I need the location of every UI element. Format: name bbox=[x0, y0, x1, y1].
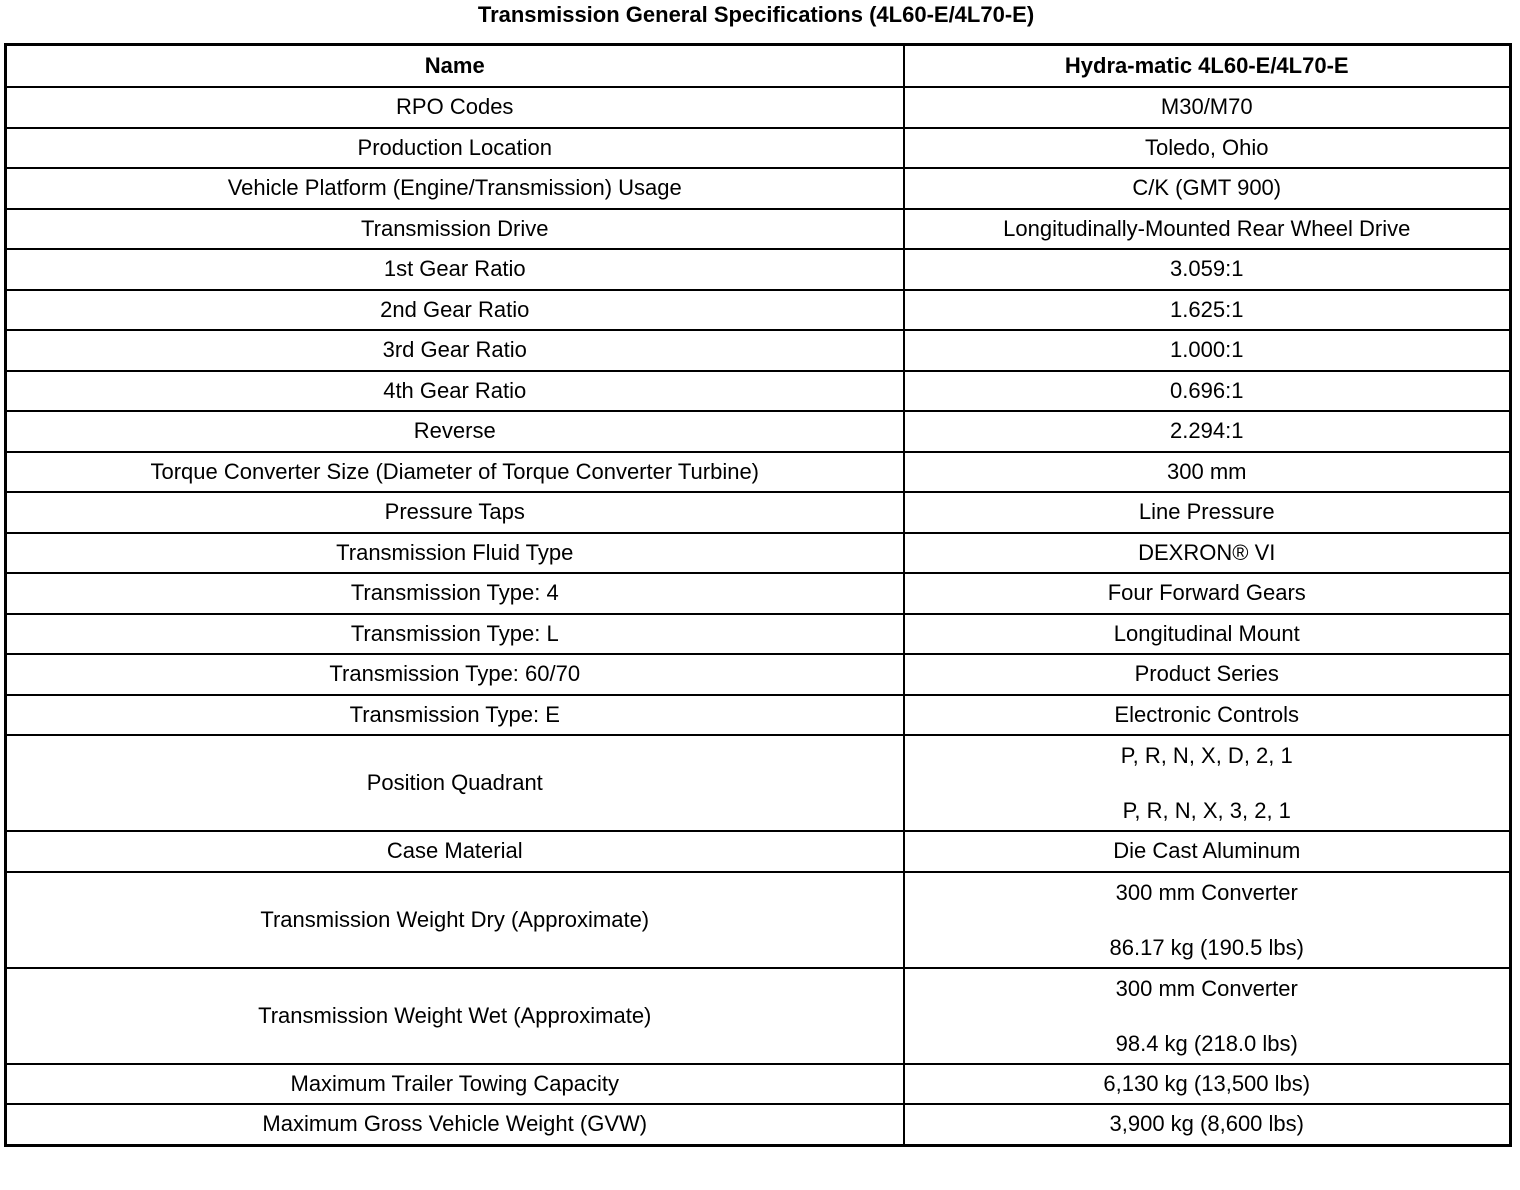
spec-name-cell: Transmission Type: L bbox=[6, 614, 904, 655]
table-row bbox=[6, 872, 1511, 968]
spec-value-cell: C/K (GMT 900) bbox=[904, 168, 1511, 209]
spec-value-line: 300 mm Converter bbox=[1115, 975, 1298, 1001]
column-header-value: Hydra-matic 4L60-E/4L70-E bbox=[904, 45, 1511, 88]
table-row bbox=[6, 249, 1511, 290]
spec-name-cell: Maximum Gross Vehicle Weight (GVW) bbox=[6, 1104, 904, 1145]
table-row bbox=[6, 735, 1511, 831]
spec-name-cell: RPO Codes bbox=[6, 87, 904, 128]
spec-name-cell: Maximum Trailer Towing Capacity bbox=[6, 1064, 904, 1105]
spec-name-cell: 4th Gear Ratio bbox=[6, 371, 904, 412]
spec-name-cell: 2nd Gear Ratio bbox=[6, 290, 904, 331]
spec-name-cell: 1st Gear Ratio bbox=[6, 249, 904, 290]
spec-value-cell: Longitudinally-Mounted Rear Wheel Drive bbox=[904, 209, 1511, 250]
table-row bbox=[6, 87, 1511, 128]
table-row bbox=[6, 1064, 1511, 1105]
spec-value-cell: 3,900 kg (8,600 lbs) bbox=[904, 1104, 1511, 1145]
table-row bbox=[6, 831, 1511, 872]
spec-value-cell bbox=[904, 872, 1511, 968]
table-row bbox=[6, 290, 1511, 331]
spec-name-cell: Transmission Drive bbox=[6, 209, 904, 250]
table-row bbox=[6, 654, 1511, 695]
table-row bbox=[6, 573, 1511, 614]
spec-value-line: 98.4 kg (218.0 lbs) bbox=[1115, 1030, 1298, 1056]
spec-value-cell: DEXRON® VI bbox=[904, 533, 1511, 574]
spec-value-cell: Four Forward Gears bbox=[904, 573, 1511, 614]
spec-value-cell: 0.696:1 bbox=[904, 371, 1511, 412]
spec-value-cell: 300 mm bbox=[904, 452, 1511, 493]
spec-value-cell: Toledo, Ohio bbox=[904, 128, 1511, 169]
spec-value-cell: 1.000:1 bbox=[904, 330, 1511, 371]
spec-name-cell: Transmission Type: 4 bbox=[6, 573, 904, 614]
table-row bbox=[6, 371, 1511, 412]
table-row bbox=[6, 492, 1511, 533]
spec-value-cell: Longitudinal Mount bbox=[904, 614, 1511, 655]
spec-name-cell: Case Material bbox=[6, 831, 904, 872]
spec-value-cell bbox=[904, 735, 1511, 831]
table-row bbox=[6, 128, 1511, 169]
spec-name-cell: Torque Converter Size (Diameter of Torque Converter Turbine) bbox=[6, 452, 904, 493]
spec-value-cell: Electronic Controls bbox=[904, 695, 1511, 736]
table-row bbox=[6, 411, 1511, 452]
spec-value-cell bbox=[904, 968, 1511, 1064]
table-row bbox=[6, 968, 1511, 1064]
spec-table bbox=[4, 43, 1512, 1147]
spec-name-cell: 3rd Gear Ratio bbox=[6, 330, 904, 371]
spec-value-cell: 2.294:1 bbox=[904, 411, 1511, 452]
table-row bbox=[6, 330, 1511, 371]
spec-name-cell: Transmission Type: 60/70 bbox=[6, 654, 904, 695]
spec-name-cell: Pressure Taps bbox=[6, 492, 904, 533]
spec-name-cell: Transmission Fluid Type bbox=[6, 533, 904, 574]
spec-name-cell: Transmission Weight Wet (Approximate) bbox=[6, 968, 904, 1064]
table-body bbox=[6, 87, 1511, 1145]
spec-name-cell: Production Location bbox=[6, 128, 904, 169]
table-row bbox=[6, 695, 1511, 736]
column-header-name: Name bbox=[6, 45, 904, 88]
spec-name-cell: Transmission Weight Dry (Approximate) bbox=[6, 872, 904, 968]
spec-value-cell: 3.059:1 bbox=[904, 249, 1511, 290]
page-title: Transmission General Specifications (4L60-E/4L70-E) bbox=[477, 2, 1035, 27]
table-header-row bbox=[6, 45, 1511, 88]
spec-name-cell: Vehicle Platform (Engine/Transmission) Usage bbox=[6, 168, 904, 209]
spec-value-cell: 1.625:1 bbox=[904, 290, 1511, 331]
spec-value-line: 300 mm Converter bbox=[1115, 879, 1298, 905]
spec-name-cell: Position Quadrant bbox=[6, 735, 904, 831]
table-row bbox=[6, 209, 1511, 250]
table-row bbox=[6, 614, 1511, 655]
spec-value-cell: Line Pressure bbox=[904, 492, 1511, 533]
spec-name-cell: Reverse bbox=[6, 411, 904, 452]
table-row bbox=[6, 1104, 1511, 1145]
spec-value-line: 86.17 kg (190.5 lbs) bbox=[1109, 934, 1304, 960]
spec-value-line: P, R, N, X, D, 2, 1 bbox=[1120, 743, 1293, 768]
spec-value-cell: Die Cast Aluminum bbox=[904, 831, 1511, 872]
spec-name-cell: Transmission Type: E bbox=[6, 695, 904, 736]
spec-value-line: P, R, N, X, 3, 2, 1 bbox=[1122, 798, 1291, 823]
table-row bbox=[6, 452, 1511, 493]
spec-value-cell: M30/M70 bbox=[904, 87, 1511, 128]
table-row bbox=[6, 533, 1511, 574]
spec-value-cell: Product Series bbox=[904, 654, 1511, 695]
spec-value-cell: 6,130 kg (13,500 lbs) bbox=[904, 1064, 1511, 1105]
table-row bbox=[6, 168, 1511, 209]
